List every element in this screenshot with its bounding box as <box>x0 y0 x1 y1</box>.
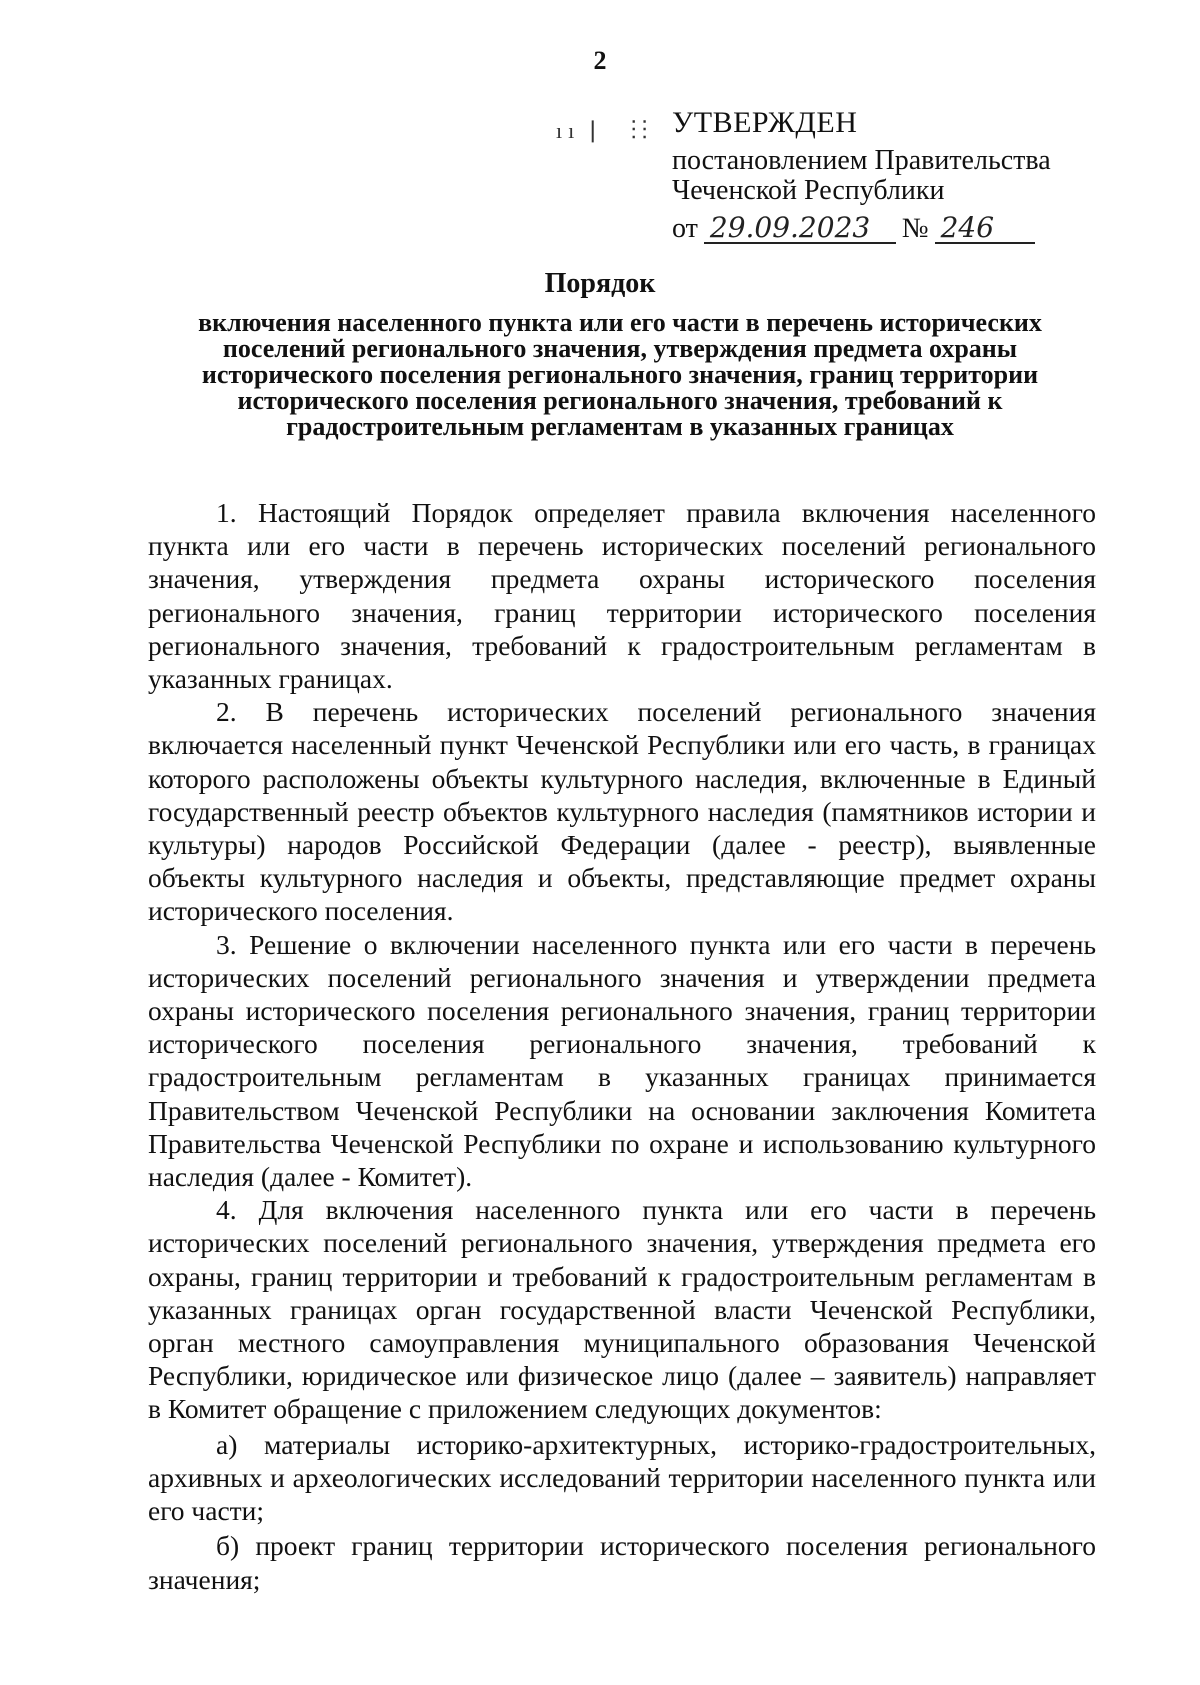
date-prefix: от <box>672 213 698 244</box>
approval-line-2: Чеченской Республики <box>672 175 945 206</box>
handwritten-date: 29.09.2023 <box>704 214 896 244</box>
paragraph-4: 4. Для включения населенного пункта или его части в перечень исторических поселений регионального значения, утверждения предмета его охраны, границ территории и требований к градостроительным регламентам в указанных границах орган государственной власти Чеченской Республики, орган местного самоуправления муниципального образования Чеченской Республики, юридическое или физическое лицо (далее – заявитель) направляет в Комитет обращение с приложением следующих документов: <box>148 1194 1096 1425</box>
document-heading: Порядок <box>544 268 656 299</box>
paragraph-3: 3. Решение о включении населенного пункта или его части в перечень исторических поселений регионального значения и утверждении предмета охраны исторического поселения регионального значения, границ территории исторического поселения регионального значения, требований к градостроительным регламентам в указанных границах принимается Правительством Чеченской Республики на основании заключения Комитета Правительства Чеченской Республики по охране и использованию культурного наследия (далее - Комитет). <box>148 928 1096 1193</box>
handwritten-number: 246 <box>935 214 1035 244</box>
document-body <box>148 496 1096 1596</box>
paragraph-1: 1. Настоящий Порядок определяет правила включения населенного пункта или его части в перечень исторических поселений регионального значения, утверждения предмета охраны исторического поселения регионального значения, границ территории исторического поселения регионального значения, требований к градостроительным регламентам в указанных границах. <box>148 497 1096 695</box>
list-item-a: а) материалы историко-архитектурных, историко-градостроительных, архивных и археологических исследований территории населенного пункта или его части; <box>148 1428 1096 1527</box>
page-number: 2 <box>593 46 607 75</box>
scan-marks: ıı ⎸ ⁝⁝ <box>556 118 654 143</box>
number-prefix: № <box>901 213 929 244</box>
paragraph-2: 2. В перечень исторических поселений регионального значения включается населенный пункт Чеченской Республики или его часть, в границах которого расположены объекты культурного наследия, включенные в Единый государственный реестр объектов культурного наследия (памятников истории и культуры) народов Российской Федерации (далее - реестр), выявленные объекты культурного наследия и объекты, представляющие предмет охраны исторического поселения. <box>148 696 1096 927</box>
list-item-b: б) проект границ территории исторического поселения регионального значения; <box>148 1530 1096 1595</box>
document-subheading: включения населенного пункта или его части в перечень исторических поселений регионального значения, утверждения предмета охраны исторического поселения регионального значения, границ территории исторического поселения регионального значения, требований к градостроительным регламентам в указанных границах <box>198 308 1042 441</box>
approval-title: УТВЕРЖДЕН <box>672 106 858 139</box>
approval-date-line <box>672 211 1092 244</box>
approval-line-1: постановлением Правительства <box>672 145 1051 176</box>
approval-stamp <box>672 108 1092 244</box>
